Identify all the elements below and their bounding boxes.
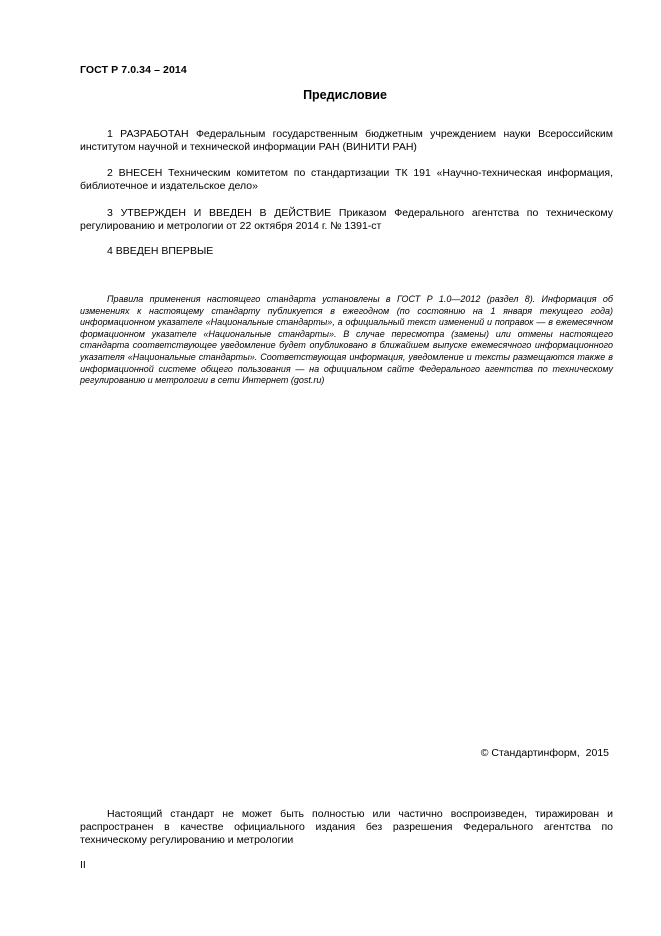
- page-number: II: [80, 859, 86, 871]
- preface-item-introduced: 2 ВНЕСЕН Техническим комитетом по стандартизации ТК 191 «Научно-техническая информация, библиотечное и издательское дело»: [80, 167, 613, 192]
- reproduction-notice: Настоящий стандарт не может быть полностью или частично воспроизведен, тиражирован и распространен в качестве официального издания без разрешения Федерального агентства по техническому регулированию и метрологии: [80, 808, 613, 846]
- preface-item-first-introduced: 4 ВВЕДЕН ВПЕРВЫЕ: [107, 245, 214, 257]
- standard-code-header: ГОСТ Р 7.0.34 – 2014: [80, 64, 187, 76]
- copyright-notice: © Стандартинформ, 2015: [480, 747, 609, 759]
- page-title: Предисловие: [303, 88, 387, 102]
- preface-item-developed: 1 РАЗРАБОТАН Федеральным государственным бюджетным учреждением науки Всероссийским институтом научной и технической информации РАН (ВИНИТИ РАН): [80, 128, 613, 153]
- preface-item-approved: 3 УТВЕРЖДЕН И ВВЕДЕН В ДЕЙСТВИЕ Приказом Федерального агентства по техническому регулированию и метрологии от 22 октября 2014 г. № 1391-ст: [80, 207, 613, 232]
- application-rules-note: Правила применения настоящего стандарта установлены в ГОСТ Р 1.0—2012 (раздел 8). Информация об изменениях к настоящему стандарту публикуется в ежегодном (по состоянию на 1 января текущего года) информационном указателе «Национальные стандарты», а официальный текст изменений и поправок — в ежемесячном формационном указателе «Национальные стандарты». В случае пересмотра (замены) или отмены настоящего стандарта соответствующее уведомление будет опубликовано в ближайшем выпуске ежемесячного информационного указателя «Национальные стандарты». Соответствующая информация, уведомление и тексты размещаются также в информационной системе общего пользования — на официальном сайте Федерального агентства по техническому регулированию и метрологии в сети Интернет (gost.ru): [80, 294, 613, 386]
